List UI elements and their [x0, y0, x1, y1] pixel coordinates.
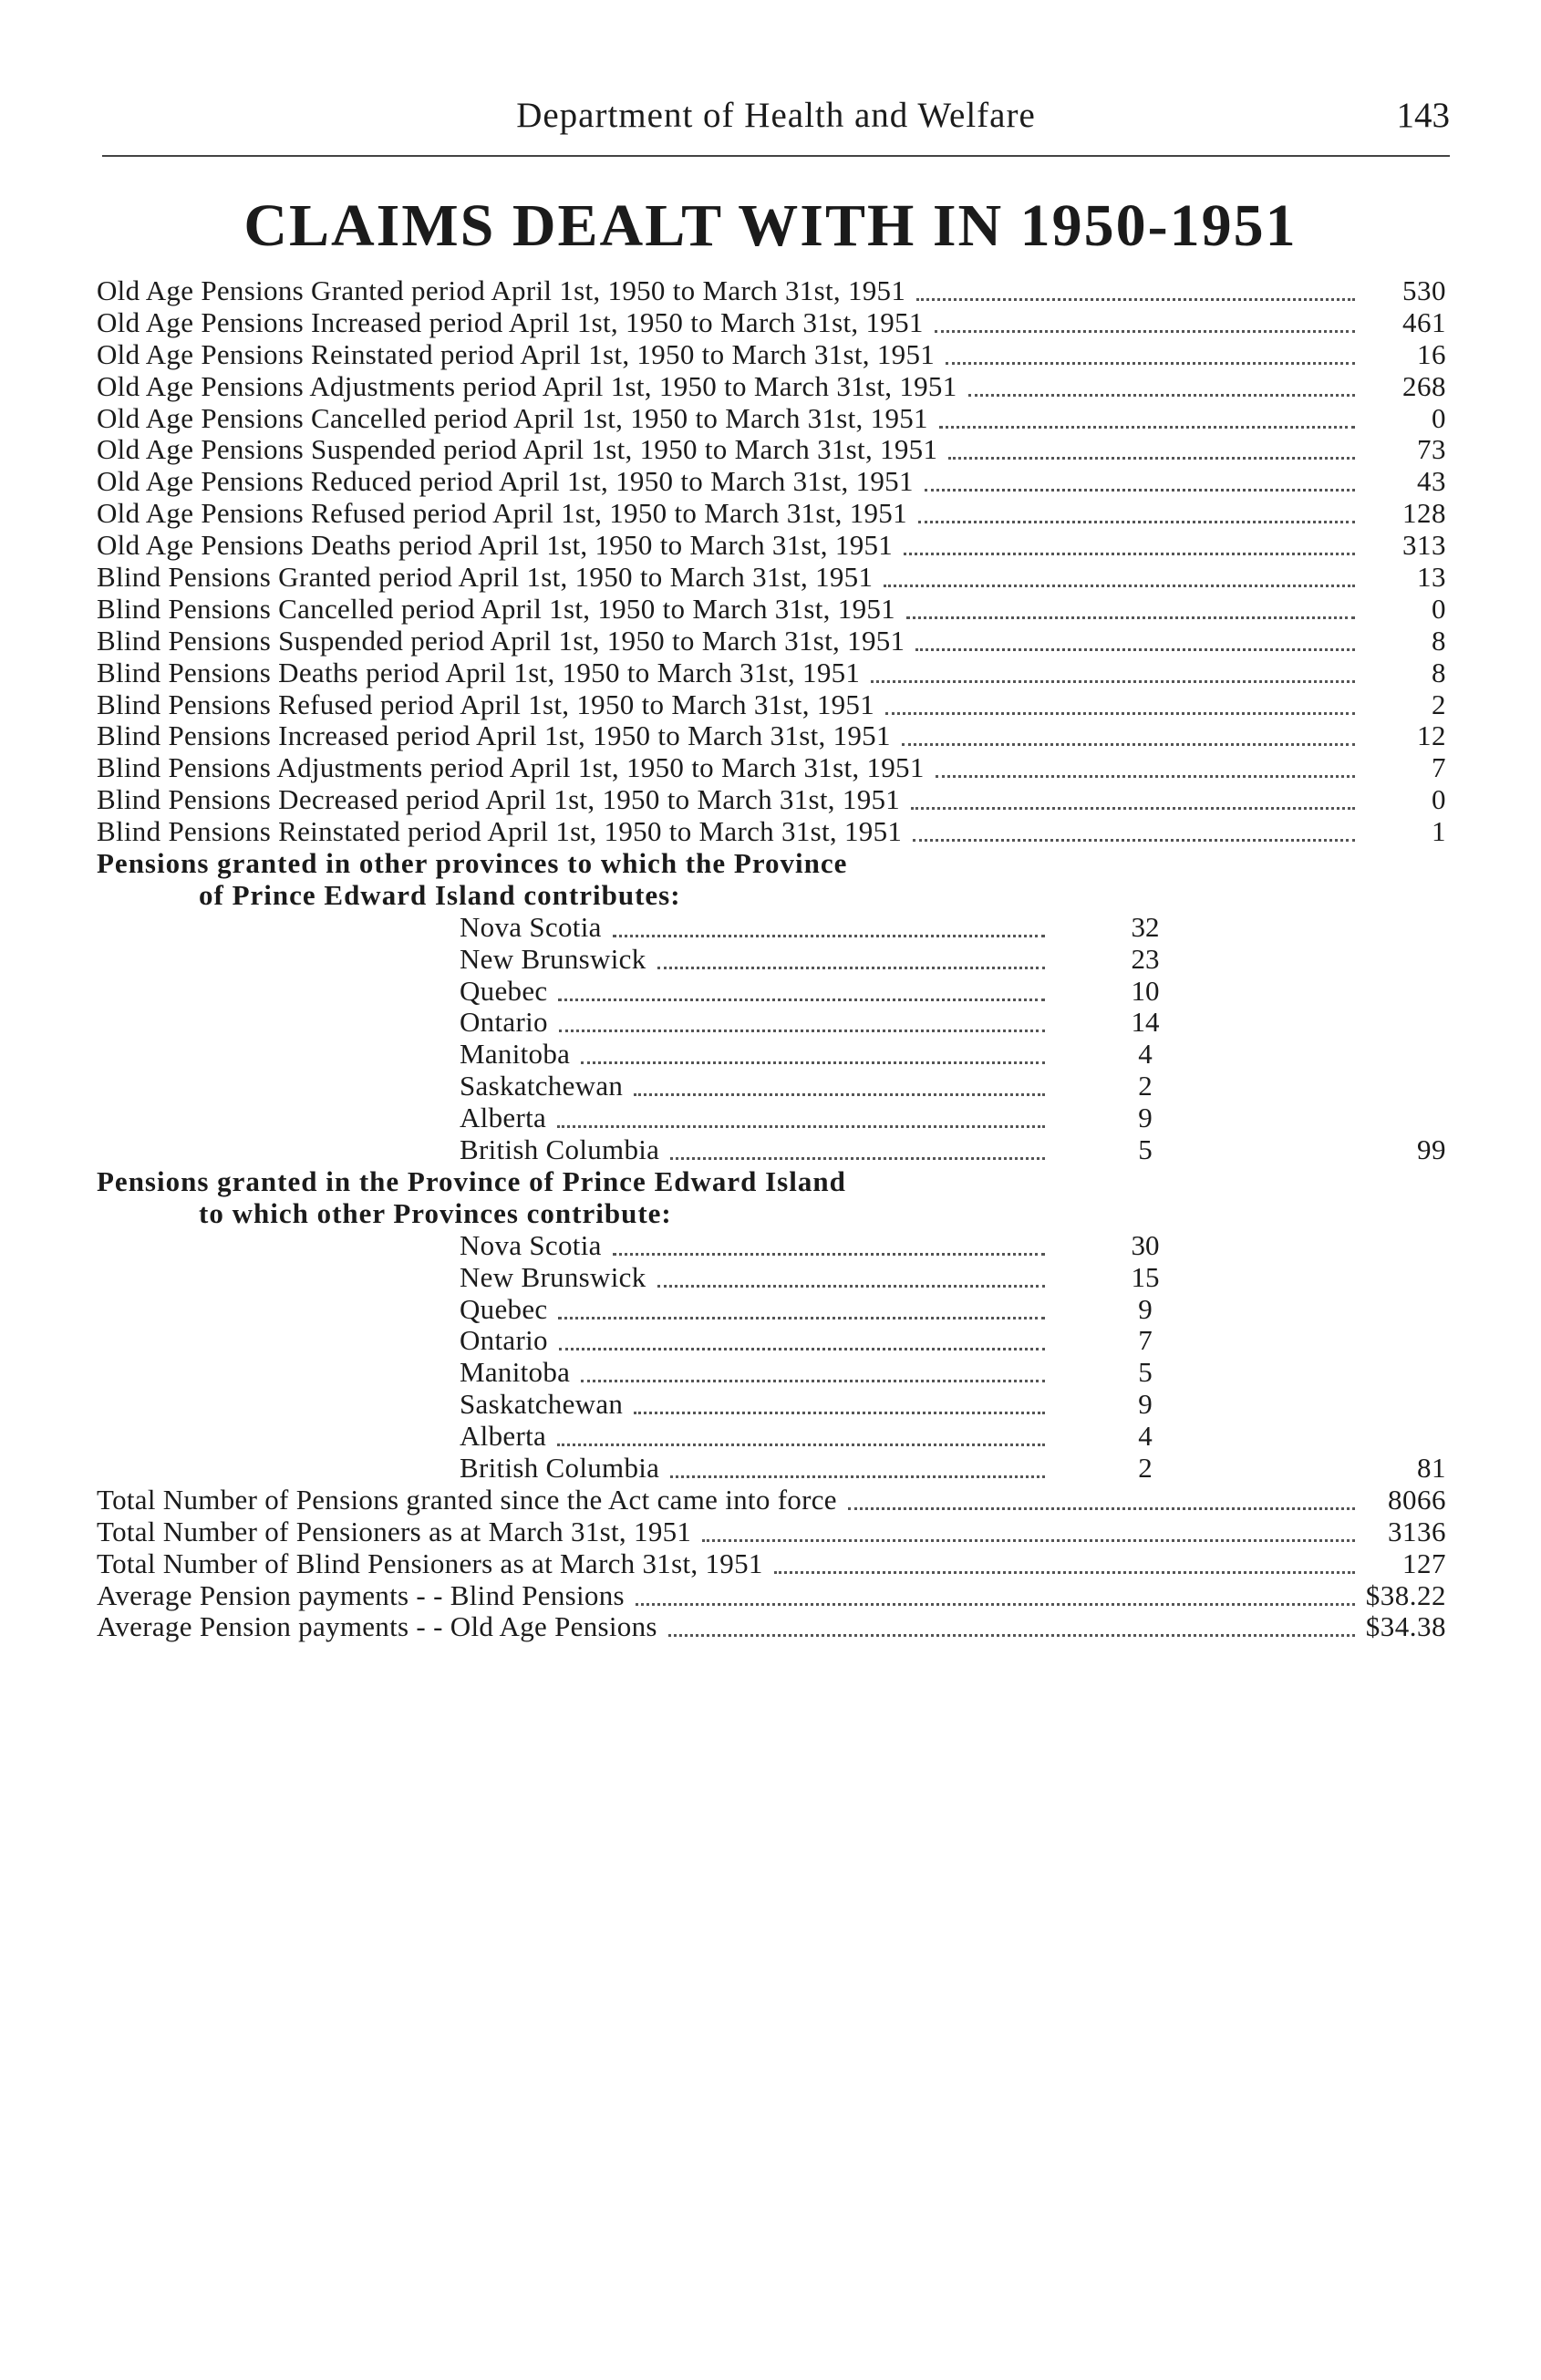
row-label: Old Age Pensions Deaths period April 1st, 1950 to March 31st, 1951: [97, 529, 894, 562]
province-name: Ontario: [460, 1006, 548, 1039]
leader-dots: [636, 1603, 1355, 1606]
province-row: [97, 1071, 1446, 1102]
province-row: [97, 912, 1446, 944]
province-name: Manitoba: [460, 1356, 571, 1389]
row-value: 0: [1432, 401, 1446, 434]
claim-row: [97, 752, 1446, 784]
row-label: Old Age Pensions Increased period April 1st, 1950 to March 31st, 1951: [97, 305, 924, 338]
row-label: Old Age Pensions Refused period April 1st, 1950 to March 31st, 1951: [97, 497, 907, 530]
leader-dots: [968, 394, 1355, 397]
province-name: Saskatchewan: [460, 1070, 624, 1102]
leader-dots: [613, 1253, 1045, 1256]
province-count: 9: [1138, 1102, 1153, 1134]
row-value: 2: [1432, 688, 1446, 720]
row-label: Total Number of Pensioners as at March 31st, 1951: [97, 1515, 692, 1547]
province-count: 32: [1131, 910, 1160, 943]
province-count: 2: [1138, 1070, 1153, 1102]
claim-row: [97, 498, 1446, 530]
total-row: [97, 1548, 1446, 1580]
row-label: Blind Pensions Suspended period April 1st, 1950 to March 31st, 1951: [97, 624, 905, 657]
province-row: [97, 1389, 1446, 1421]
leader-dots: [935, 330, 1355, 333]
claim-row: [97, 339, 1446, 371]
section-total: 81: [1417, 1451, 1446, 1484]
leader-dots: [948, 457, 1355, 460]
leader-dots: [916, 298, 1355, 301]
row-label: Blind Pensions Cancelled period April 1st, 1950 to March 31st, 1951: [97, 592, 895, 625]
leader-dots: [558, 999, 1045, 1001]
page-number: 143: [1396, 96, 1450, 135]
row-label: Old Age Pensions Cancelled period April 1st, 1950 to March 31st, 1951: [97, 401, 928, 434]
header-title: Department of Health and Welfare: [516, 96, 1036, 135]
leader-dots: [884, 585, 1355, 587]
page-header: [102, 89, 1450, 157]
province-count: 9: [1138, 1292, 1153, 1325]
claim-row: [97, 626, 1446, 657]
section-heading: Pensions granted in the Province of Prince Edward Island: [97, 1164, 846, 1197]
row-label: Blind Pensions Reinstated period April 1st, 1950 to March 31st, 1951: [97, 815, 903, 848]
section-heading: to which other Provinces contribute:: [199, 1196, 672, 1229]
province-count: 4: [1138, 1038, 1153, 1071]
row-value: 8066: [1388, 1483, 1446, 1516]
province-count: 14: [1131, 1006, 1160, 1039]
row-label: Total Number of Pensions granted since the Act came into force: [97, 1483, 837, 1516]
claim-row: [97, 720, 1446, 752]
row-value: 268: [1402, 369, 1446, 402]
claim-row: [97, 562, 1446, 594]
row-label: Blind Pensions Decreased period April 1st, 1950 to March 31st, 1951: [97, 783, 901, 816]
claim-row: [97, 371, 1446, 403]
claims-list: [97, 275, 1446, 1643]
province-count: 2: [1138, 1451, 1153, 1484]
row-label: Old Age Pensions Reduced period April 1st, 1950 to March 31st, 1951: [97, 465, 914, 498]
pei-granted-heading: [97, 1166, 1446, 1198]
province-name: Manitoba: [460, 1038, 571, 1071]
leader-dots: [657, 1285, 1045, 1288]
row-label: Old Age Pensions Reinstated period April 1st, 1950 to March 31st, 1951: [97, 337, 936, 370]
leader-dots: [906, 616, 1355, 619]
leader-dots: [885, 712, 1355, 715]
province-row: [97, 1453, 1446, 1485]
claim-row: [97, 466, 1446, 498]
leader-dots: [558, 1317, 1045, 1319]
total-row: [97, 1485, 1446, 1516]
leader-dots: [939, 426, 1355, 429]
claim-row: [97, 689, 1446, 721]
leader-dots: [613, 935, 1045, 937]
claim-row: [97, 594, 1446, 626]
province-row: [97, 944, 1446, 976]
row-value: $38.22: [1365, 1578, 1446, 1611]
total-row: [97, 1611, 1446, 1643]
leader-dots: [902, 743, 1355, 746]
total-row: [97, 1580, 1446, 1612]
row-label: Blind Pensions Granted period April 1st, 1950 to March 31st, 1951: [97, 561, 874, 594]
row-label: Old Age Pensions Adjustments period April 1st, 1950 to March 31st, 1951: [97, 369, 957, 402]
province-count: 5: [1138, 1133, 1153, 1166]
leader-dots: [657, 967, 1045, 969]
leader-dots: [581, 1380, 1045, 1382]
claim-row: [97, 434, 1446, 466]
row-value: 13: [1417, 561, 1446, 594]
leader-dots: [559, 1348, 1045, 1350]
row-value: 0: [1432, 592, 1446, 625]
leader-dots: [774, 1571, 1355, 1574]
leader-dots: [904, 553, 1355, 555]
row-value: 8: [1432, 624, 1446, 657]
leader-dots: [670, 1475, 1045, 1478]
row-label: Total Number of Blind Pensioners as at March 31st, 1951: [97, 1547, 763, 1579]
page-title: CLAIMS DEALT WITH IN 1950-1951: [243, 192, 1298, 259]
province-name: New Brunswick: [460, 1260, 646, 1293]
row-label: Blind Pensions Refused period April 1st, 1950 to March 31st, 1951: [97, 688, 875, 720]
province-name: Alberta: [460, 1420, 547, 1453]
leader-dots: [634, 1412, 1045, 1414]
province-row: [97, 1325, 1446, 1357]
province-count: 5: [1138, 1356, 1153, 1389]
leader-dots: [911, 807, 1355, 810]
province-name: Saskatchewan: [460, 1388, 624, 1421]
leader-dots: [936, 775, 1355, 778]
province-row: [97, 1039, 1446, 1071]
pei-granted-heading-cont: [97, 1198, 1446, 1230]
row-value: 127: [1402, 1547, 1446, 1579]
leader-dots: [557, 1125, 1045, 1128]
province-row: [97, 1421, 1446, 1453]
section-heading: of Prince Edward Island contributes:: [199, 878, 681, 911]
province-row: [97, 1357, 1446, 1389]
province-count: 30: [1131, 1228, 1160, 1261]
other-provinces-heading-cont: [97, 880, 1446, 912]
row-value: 43: [1417, 465, 1446, 498]
row-label: Average Pension payments - - Old Age Pensions: [97, 1610, 657, 1643]
province-count: 4: [1138, 1420, 1153, 1453]
row-value: 3136: [1388, 1515, 1446, 1547]
leader-dots: [925, 489, 1355, 492]
province-name: New Brunswick: [460, 942, 646, 975]
province-name: British Columbia: [460, 1133, 660, 1166]
section-heading: Pensions granted in other provinces to which the Province: [97, 847, 848, 880]
leader-dots: [559, 1030, 1045, 1032]
province-count: 10: [1131, 974, 1160, 1007]
leader-dots: [915, 648, 1355, 651]
province-name: Ontario: [460, 1324, 548, 1357]
province-count: 15: [1131, 1260, 1160, 1293]
row-label: Old Age Pensions Granted period April 1st, 1950 to March 31st, 1951: [97, 274, 906, 306]
province-row: [97, 1102, 1446, 1134]
row-label: Blind Pensions Deaths period April 1st, 1950 to March 31st, 1951: [97, 656, 861, 688]
leader-dots: [871, 680, 1355, 683]
leader-dots: [848, 1507, 1355, 1510]
claim-row: [97, 816, 1446, 848]
row-label: Blind Pensions Adjustments period April 1st, 1950 to March 31st, 1951: [97, 751, 925, 784]
leader-dots: [581, 1061, 1045, 1064]
row-value: 0: [1432, 783, 1446, 816]
row-label: Blind Pensions Increased period April 1st, 1950 to March 31st, 1951: [97, 719, 891, 752]
province-count: 9: [1138, 1388, 1153, 1421]
province-row: [97, 1134, 1446, 1166]
leader-dots: [634, 1093, 1045, 1096]
row-value: 1: [1432, 815, 1446, 848]
province-count: 7: [1138, 1324, 1153, 1357]
row-label: Average Pension payments - - Blind Pensions: [97, 1578, 625, 1611]
leader-dots: [918, 521, 1355, 523]
total-row: [97, 1516, 1446, 1548]
section-total: 99: [1417, 1133, 1446, 1166]
claim-row: [97, 403, 1446, 435]
row-label: Old Age Pensions Suspended period April 1st, 1950 to March 31st, 1951: [97, 433, 938, 466]
leader-dots: [557, 1444, 1045, 1446]
other-provinces-heading: [97, 848, 1446, 880]
row-value: $34.38: [1365, 1610, 1446, 1643]
row-value: 73: [1417, 433, 1446, 466]
claim-row: [97, 657, 1446, 689]
row-value: 8: [1432, 656, 1446, 688]
province-name: Nova Scotia: [460, 1228, 602, 1261]
row-value: 530: [1402, 274, 1446, 306]
province-name: Quebec: [460, 974, 548, 1007]
row-value: 7: [1432, 751, 1446, 784]
province-row: [97, 1007, 1446, 1039]
leader-dots: [702, 1539, 1355, 1542]
row-value: 128: [1402, 497, 1446, 530]
province-row: [97, 976, 1446, 1008]
leader-dots: [913, 839, 1355, 842]
claim-row: [97, 275, 1446, 307]
province-row: [97, 1230, 1446, 1262]
claim-row: [97, 307, 1446, 339]
row-value: 313: [1402, 529, 1446, 562]
province-name: Alberta: [460, 1102, 547, 1134]
province-name: British Columbia: [460, 1451, 660, 1484]
leader-dots: [946, 362, 1355, 365]
row-value: 461: [1402, 305, 1446, 338]
claim-row: [97, 530, 1446, 562]
row-value: 12: [1417, 719, 1446, 752]
province-row: [97, 1262, 1446, 1294]
leader-dots: [670, 1157, 1045, 1160]
claim-row: [97, 784, 1446, 816]
leader-dots: [668, 1634, 1355, 1637]
province-count: 23: [1131, 942, 1160, 975]
row-value: 16: [1417, 337, 1446, 370]
province-name: Quebec: [460, 1292, 548, 1325]
province-name: Nova Scotia: [460, 910, 602, 943]
province-row: [97, 1294, 1446, 1326]
